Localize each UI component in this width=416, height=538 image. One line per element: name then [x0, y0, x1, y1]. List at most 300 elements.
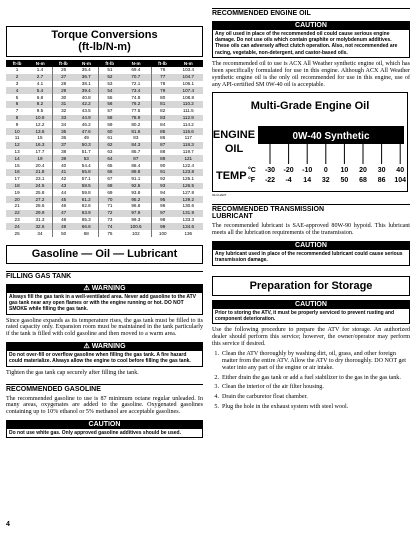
table-cell: 10	[6, 128, 28, 135]
fahrenheit-tick: 86	[377, 177, 386, 185]
table-row	[6, 169, 203, 176]
table-cell: 36	[52, 135, 74, 142]
table-cell: 20.4	[35, 162, 45, 168]
table-row	[6, 155, 203, 162]
caution-header: CAUTION	[6, 420, 203, 429]
table-cell: 3	[15, 80, 19, 86]
table-cell: 58.5	[74, 183, 98, 190]
table-cell: 38.1	[81, 80, 91, 86]
list-item	[212, 394, 410, 401]
table-cell: 77.5	[131, 108, 141, 114]
storage-paragraph: Use the following procedure to prepare the ATV for storage. An authorized dealer should perform this service; however, the owner/operator may perform this service if desired.	[212, 327, 410, 347]
warning-triangle-icon: ⚠	[83, 343, 90, 351]
transmission-paragraph: The recommended lubricant is SAE-approved 80W-90 hypoid. This lubricant meets all the lubrication requirements of the transmission.	[212, 223, 410, 237]
table-cell: 4	[6, 87, 28, 94]
table-cell: 80.2	[131, 121, 141, 127]
warning-header	[6, 284, 203, 293]
table-cell: 1	[15, 67, 19, 73]
gasoline-paragraph: The recommended gasoline to use is 87 minimum octane regular unleaded. In many areas, oxygenates are added to the gasoline. Oxygenated gasolines containing up to 10% ethanol or 5% methanol are acceptable gasolines.	[6, 395, 203, 416]
table-cell: 115.6	[174, 128, 203, 135]
table-cell: 21	[14, 203, 20, 209]
step-number: 2.	[214, 374, 219, 381]
table-cell: 32	[52, 108, 74, 115]
table-cell: 49	[83, 135, 89, 141]
table-cell: 74	[99, 223, 121, 230]
fahrenheit-tick: -4	[285, 177, 292, 185]
caution-header: CAUTION	[212, 21, 410, 30]
table-cell: 61	[99, 135, 121, 142]
warning-triangle-icon: ⚠	[83, 284, 90, 292]
table-cell: 35.4	[81, 67, 91, 73]
table-cell: 34	[52, 121, 74, 128]
chart-caption: 0ILCHART	[212, 193, 227, 198]
table-cell: 65	[99, 162, 121, 169]
table-cell: 131.9	[174, 210, 203, 217]
table-cell: 6	[6, 101, 28, 108]
table-cell: 48	[52, 217, 74, 224]
table-cell: 49	[52, 223, 74, 230]
table-cell: 99.3	[131, 216, 141, 222]
table-cell: 72	[99, 210, 121, 217]
table-cell: 91.1	[131, 176, 141, 182]
table-cell: 4.1	[36, 80, 44, 86]
table-cell: 89	[151, 155, 173, 162]
header-cell: N-m	[28, 60, 52, 67]
table-cell: 85	[151, 128, 173, 135]
table-cell: 68	[83, 230, 89, 236]
table-row	[6, 87, 203, 94]
table-cell: 40	[52, 162, 74, 169]
fahrenheit-unit: °F	[248, 177, 256, 185]
table-cell: 75	[99, 230, 121, 237]
table-cell: 41	[52, 169, 74, 176]
table-cell: 69.4	[131, 67, 141, 73]
table-cell: 114.2	[182, 121, 194, 127]
table-cell: 33	[52, 115, 74, 122]
fahrenheit-tick: 104	[394, 177, 407, 185]
list-item	[212, 404, 410, 411]
celsius-tick: -20	[283, 167, 294, 175]
table-row	[6, 74, 203, 81]
step-text: Clean the ATV thoroughly by washing dirt, oil, grass, and other foreign matter from the entire ATV. Allow the ATV to dry thoroughly. DO NOT get water into any part of the engine or air intake.	[222, 350, 406, 371]
table-cell: 2.7	[28, 74, 52, 81]
table-cell: 100	[151, 230, 173, 237]
table-cell: 13	[14, 148, 20, 154]
table-cell: 91	[151, 169, 173, 176]
table-cell: 55.8	[74, 169, 98, 176]
table-cell: 7	[15, 108, 19, 114]
table-cell: 46.2	[81, 121, 91, 127]
tank-cap-paragraph: Tighten the gas tank cap securely after filling the tank.	[6, 369, 139, 376]
table-cell: 83	[133, 135, 139, 141]
filling-gas-tank-heading: FILLING GAS TANK	[6, 271, 203, 280]
warning-header	[6, 342, 203, 351]
torque-subtitle: (ft-lb/N-m)	[78, 41, 131, 53]
oil-label: OIL	[224, 143, 244, 156]
warning-label: WARNING	[91, 284, 126, 292]
table-cell: 72.1	[131, 80, 141, 86]
table-cell: 60	[99, 128, 121, 135]
table-cell: 79	[151, 87, 173, 94]
table-cell: 125.1	[182, 176, 195, 182]
table-row	[6, 189, 203, 196]
table-row	[6, 196, 203, 203]
table-cell: 92	[151, 176, 173, 183]
table-cell: 84.3	[121, 142, 152, 149]
table-cell: 130.6	[182, 203, 195, 209]
table-cell: 10.9	[28, 115, 52, 122]
step-number: 4.	[214, 394, 219, 401]
table-cell: 134.6	[174, 223, 203, 230]
table-cell: 5.4	[28, 87, 52, 94]
step-text: Either drain the gas tank or add a fuel stabilizer to the gas in the gas tank.	[222, 374, 401, 381]
header-cell: ft-lb	[151, 60, 173, 67]
table-cell: 66.6	[74, 223, 98, 230]
table-cell: 37	[52, 142, 74, 149]
table-cell: 64	[99, 155, 121, 162]
torque-title-box	[6, 26, 203, 57]
table-row	[6, 135, 203, 142]
table-row	[6, 128, 203, 135]
table-cell: 93.8	[131, 189, 141, 195]
table-row	[6, 67, 203, 74]
header-cell: N-m	[174, 60, 203, 67]
table-cell: 51.7	[81, 148, 91, 154]
table-cell: 122.4	[182, 162, 195, 168]
table-cell: 90	[151, 162, 173, 169]
table-cell: 24.5	[28, 183, 52, 190]
table-cell: 28	[52, 81, 74, 88]
table-row	[6, 203, 203, 210]
table-cell: 39	[52, 155, 74, 162]
table-cell: 107.4	[174, 87, 203, 94]
table-cell: 52	[99, 74, 121, 81]
table-cell: 27.2	[28, 196, 52, 203]
table-cell: 78	[151, 81, 173, 88]
table-cell: 46	[52, 203, 74, 210]
table-row	[6, 108, 203, 115]
oil-grade-label: 0W-40 Synthetic	[292, 131, 370, 143]
table-cell: 87	[121, 155, 152, 162]
table-cell: 70.7	[121, 74, 152, 81]
caution-text: Any oil used in place of the recommended oil could cause serious engine damage. Do not use oils which contain graphite or molybdenum additives. These oils can adversely affect clutch operation. Also, not recommended are racing, vegetable, non-detergent, and castor-based oils.	[212, 30, 410, 58]
celsius-tick: 30	[377, 167, 386, 175]
oil-temperature-chart	[212, 92, 408, 192]
table-cell: 23.1	[35, 176, 45, 182]
torque-table-body	[6, 67, 203, 237]
table-cell: 51	[99, 67, 121, 74]
table-cell: 32.6	[28, 223, 52, 230]
table-cell: 57.1	[81, 176, 91, 182]
table-cell: 96.6	[131, 203, 141, 209]
engine-label: ENGINE	[212, 129, 256, 142]
table-cell: 43	[52, 183, 74, 190]
table-cell: 68	[99, 183, 121, 190]
table-row	[6, 230, 203, 237]
table-cell: 94	[151, 189, 173, 196]
celsius-tick: -10	[302, 167, 313, 175]
table-cell: 129.2	[174, 196, 203, 203]
table-cell: 63	[99, 149, 121, 156]
table-row	[6, 183, 203, 190]
table-cell: 127.8	[182, 189, 195, 195]
table-cell: 6.8	[36, 94, 44, 100]
table-cell: 66	[99, 169, 121, 176]
fahrenheit-tick: 14	[303, 177, 312, 185]
table-cell: 82	[151, 108, 173, 115]
table-cell: 96	[151, 203, 173, 210]
recommended-gasoline-heading: RECOMMENDED GASOLINE	[6, 384, 203, 393]
table-cell: 12	[6, 142, 28, 149]
table-cell: 19	[28, 155, 52, 162]
storage-steps-list	[212, 351, 410, 411]
table-cell: 88.4	[131, 162, 141, 168]
table-cell: 27	[52, 74, 74, 81]
table-row	[6, 115, 203, 122]
table-cell: 88	[151, 149, 173, 156]
table-cell: 67	[99, 176, 121, 183]
engine-oil-paragraph: The recommended oil to use is ACX All Weather synthetic engine oil, which has been specifically formulated for use in this engine. Although ACX All Weather synthetic engine oil is the only oil recommended for use in this engine, use of any API-certified SM 0W-40 oil is acceptable.	[212, 60, 410, 88]
table-cell: 110.2	[174, 101, 203, 108]
table-cell: 69	[99, 189, 121, 196]
table-cell: 77	[151, 74, 173, 81]
right-column	[212, 8, 410, 411]
header-cell: ft-lb	[52, 60, 74, 67]
table-cell: 97	[151, 210, 173, 217]
table-cell: 99	[151, 223, 173, 230]
step-number: 1.	[214, 350, 219, 357]
table-cell: 104.7	[174, 74, 203, 81]
table-cell: 126.5	[174, 183, 203, 190]
list-item	[212, 384, 410, 391]
table-cell: 29.9	[28, 210, 52, 217]
table-cell: 16	[6, 169, 28, 176]
transmission-heading-line1: RECOMMENDED TRANSMISSION	[212, 206, 325, 214]
table-cell: 56	[99, 101, 121, 108]
gasoline-section-title: Gasoline — Oil — Lubricant	[6, 245, 203, 264]
fahrenheit-tick: 50	[340, 177, 349, 185]
table-cell: 17	[14, 176, 20, 182]
table-cell: 112.9	[174, 115, 203, 122]
table-cell: 58	[99, 115, 121, 122]
table-row	[6, 121, 203, 128]
table-cell: 47.6	[74, 128, 98, 135]
table-cell: 133.3	[182, 216, 195, 222]
table-row	[6, 94, 203, 101]
table-cell: 28.6	[35, 203, 45, 209]
table-cell: 73.4	[121, 87, 152, 94]
warning-label: WARNING	[91, 343, 126, 351]
table-cell: 13.6	[28, 128, 52, 135]
warning-text: Do not over-fill or overflow gasoline when filling the gas tank. A fire hazard could materialize. Always allow the engine to cool before filling the gas tank.	[6, 351, 203, 366]
table-cell: 86	[151, 135, 173, 142]
table-row	[6, 149, 203, 156]
table-cell: 44.9	[74, 115, 98, 122]
table-cell: 39.4	[74, 87, 98, 94]
table-cell: 20	[6, 196, 28, 203]
warning-text: Always fill the gas tank in a well-ventilated area. Never add gasoline to the ATV gas tank near any open flames or with the engine running or hot. DO NOT SMOKE while filling the gas tank.	[6, 293, 203, 315]
table-cell: 103.4	[182, 67, 195, 73]
table-cell: 61.2	[74, 196, 98, 203]
fahrenheit-tick: 32	[321, 177, 330, 185]
table-cell: 59.8	[81, 189, 91, 195]
table-cell: 98	[151, 217, 173, 224]
caution-header: CAUTION	[212, 241, 410, 250]
table-cell: 12.2	[35, 121, 45, 127]
torque-table	[6, 60, 203, 237]
table-cell: 40.8	[81, 94, 91, 100]
table-cell: 78.9	[121, 115, 152, 122]
table-cell: 62	[99, 142, 121, 149]
table-cell: 80	[151, 94, 173, 101]
celsius-tick: 20	[359, 167, 367, 175]
table-cell: 8.2	[28, 101, 52, 108]
table-row	[6, 81, 203, 88]
table-cell: 23	[14, 216, 20, 222]
caution-header: CAUTION	[212, 300, 410, 309]
table-cell: 15	[37, 135, 43, 141]
table-cell: 11	[14, 135, 20, 141]
storage-section-title: Preparation for Storage	[212, 276, 410, 296]
list-item	[212, 351, 410, 372]
table-cell: 45	[52, 196, 74, 203]
table-cell: 42.2	[74, 101, 98, 108]
table-row	[6, 176, 203, 183]
left-column	[6, 26, 203, 438]
table-cell: 19	[14, 189, 20, 195]
fahrenheit-tick: -22	[264, 177, 276, 185]
table-cell: 59	[99, 121, 121, 128]
table-cell: 92.5	[121, 183, 152, 190]
table-cell: 76	[151, 67, 173, 74]
table-cell: 16.3	[28, 142, 52, 149]
table-cell: 87	[151, 142, 173, 149]
chart-title: Multi-Grade Engine Oil	[250, 100, 370, 113]
table-cell: 95	[151, 196, 173, 203]
table-row	[6, 223, 203, 230]
table-cell: 50	[52, 230, 74, 237]
transmission-heading	[212, 204, 410, 220]
table-cell: 15	[14, 162, 20, 168]
celsius-tick: 10	[340, 167, 349, 175]
table-cell: 111.5	[182, 108, 194, 114]
header-cell: ft-lb	[99, 60, 121, 67]
gas-expansion-paragraph: Since gasoline expands as its temperature rises, the gas tank must be filled to its rated capacity only. Expansion room must be maintained in the tank particularly if the tank is filled with cold gasoline and then moved to a warm area.	[6, 317, 203, 338]
table-row	[6, 210, 203, 217]
caution-text: Any lubricant used in place of the recommended lubricant could cause serious transmission damage.	[212, 250, 410, 265]
table-cell: 42	[52, 176, 74, 183]
table-cell: 117	[184, 135, 192, 141]
table-cell: 36.7	[74, 74, 98, 81]
table-cell: 22	[6, 210, 28, 217]
step-text: Clean the interior of the air filter housing.	[222, 384, 324, 391]
table-cell: 25	[14, 230, 20, 236]
table-cell: 121	[174, 155, 203, 162]
table-cell: 31	[52, 101, 74, 108]
table-cell: 26	[52, 67, 74, 74]
table-cell: 38	[52, 149, 74, 156]
table-cell: 24	[6, 223, 28, 230]
table-cell: 65.3	[81, 216, 91, 222]
table-cell: 54.4	[81, 162, 91, 168]
table-cell: 43.5	[81, 108, 91, 114]
header-cell: N-m	[74, 60, 98, 67]
table-cell: 25.8	[35, 189, 45, 195]
table-cell: 102	[131, 230, 140, 236]
table-cell: 89.8	[121, 169, 152, 176]
table-cell: 21.8	[28, 169, 52, 176]
table-cell: 71	[99, 203, 121, 210]
table-cell: 136	[184, 230, 193, 236]
table-cell: 63.9	[74, 210, 98, 217]
table-cell: 44	[52, 189, 74, 196]
page-number: 4	[6, 521, 10, 528]
table-cell: 118.3	[174, 142, 203, 149]
caution-text: Prior to storing the ATV, it must be properly serviced to prevent rusting and component deterioration.	[212, 309, 410, 324]
table-cell: 31.3	[35, 216, 45, 222]
torque-title: Torque Conversions	[51, 29, 158, 41]
table-cell: 17.7	[35, 148, 45, 154]
table-cell: 83	[151, 115, 173, 122]
table-cell: 57	[99, 108, 121, 115]
table-cell: 47	[52, 210, 74, 217]
table-cell: 29	[52, 87, 74, 94]
table-cell: 55	[99, 94, 121, 101]
table-cell: 1.4	[36, 67, 44, 73]
table-cell: 76.2	[121, 101, 152, 108]
table-cell: 81	[151, 101, 173, 108]
step-text: Plug the hole in the exhaust system with steel wool.	[222, 404, 349, 411]
table-cell: 70	[99, 196, 121, 203]
header-cell: N-m	[121, 60, 152, 67]
table-cell: 2	[6, 74, 28, 81]
table-cell: 5	[15, 94, 19, 100]
list-item	[212, 375, 410, 382]
table-row	[6, 217, 203, 224]
table-cell: 93	[151, 183, 173, 190]
fahrenheit-tick: 68	[359, 177, 367, 185]
celsius-tick: 0	[323, 167, 328, 175]
table-cell: 84	[151, 121, 173, 128]
table-cell: 9.5	[36, 108, 44, 114]
table-cell: 119.7	[182, 148, 194, 154]
step-number: 3.	[214, 384, 219, 391]
transmission-heading-line2: LUBRICANT	[212, 213, 253, 221]
table-row	[6, 101, 203, 108]
table-cell: 73	[99, 217, 121, 224]
step-text: Drain the carburetor float chamber.	[222, 394, 308, 401]
table-cell: 81.6	[121, 128, 152, 135]
caution-text: Do not use white gas. Only approved gasoline additives should be used.	[6, 429, 203, 438]
table-cell: 50.3	[74, 142, 98, 149]
table-cell: 62.6	[81, 203, 91, 209]
celsius-tick: 40	[396, 167, 405, 175]
table-row	[6, 162, 203, 169]
table-cell: 30	[52, 94, 74, 101]
table-cell: 74.8	[131, 94, 141, 100]
table-cell: 85.7	[131, 148, 141, 154]
table-cell: 53	[99, 81, 121, 88]
engine-oil-heading: RECOMMENDED ENGINE OIL	[212, 8, 410, 17]
torque-table-header	[6, 60, 203, 67]
celsius-tick: -30	[264, 167, 276, 175]
table-cell: 18	[6, 183, 28, 190]
table-cell: 53	[74, 155, 98, 162]
table-cell: 100.6	[121, 223, 152, 230]
table-cell: 108.8	[182, 94, 195, 100]
header-cell: ft-lb	[6, 60, 28, 67]
table-cell: 34	[37, 230, 43, 236]
